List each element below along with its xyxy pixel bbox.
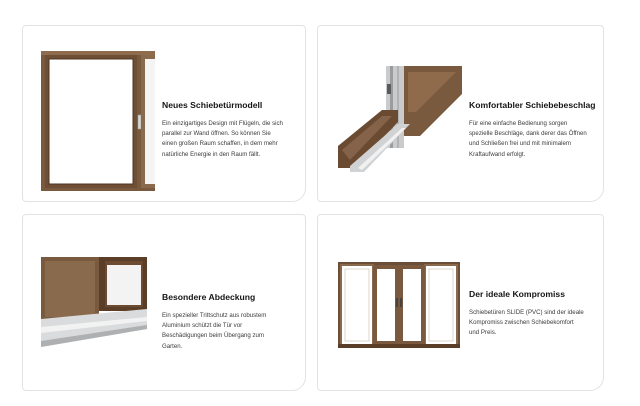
sliding-door-front-image: [41, 51, 157, 193]
feature-card-special-cover: [22, 214, 306, 391]
card-description: Schiebetüren SLIDE (PVC) sind der ideale Kompromiss zwischen Schiebekomfort und Preis.: [469, 309, 584, 337]
feature-card-new-model: [22, 25, 306, 202]
card-description: Für eine einfache Bedienung sorgen spezielle Beschläge, dank derer das Öffnen und Schließen frei und mit minimalem Kraftaufwand erfolgt.: [469, 120, 587, 158]
sliding-hardware-detail-image: [338, 66, 462, 172]
card-description: Ein spezieller Trittschutz aus robustem Aluminium schützt die Tür vor Beschädigungen beim Übergang zum Garten.: [162, 312, 267, 350]
card-description: Ein einzigartiges Design mit Flügeln, die sich parallel zur Wand öffnen. So können Sie einen großen Raum schaffen, in dem mehr natürliche Energie in den Raum fällt.: [162, 120, 283, 158]
card-title: Besondere Abdeckung: [162, 292, 256, 302]
threshold-cover-detail-image: [41, 257, 147, 349]
feature-card-ideal-compromise: [317, 214, 604, 391]
sliding-door-set-image: [338, 262, 460, 348]
feature-card-sliding-hardware: [317, 25, 604, 202]
card-title: Der ideale Kompromiss: [469, 289, 565, 299]
card-title: Komfortabler Schiebebeschlag: [469, 100, 596, 110]
card-title: Neues Schiebetürmodell: [162, 100, 263, 110]
